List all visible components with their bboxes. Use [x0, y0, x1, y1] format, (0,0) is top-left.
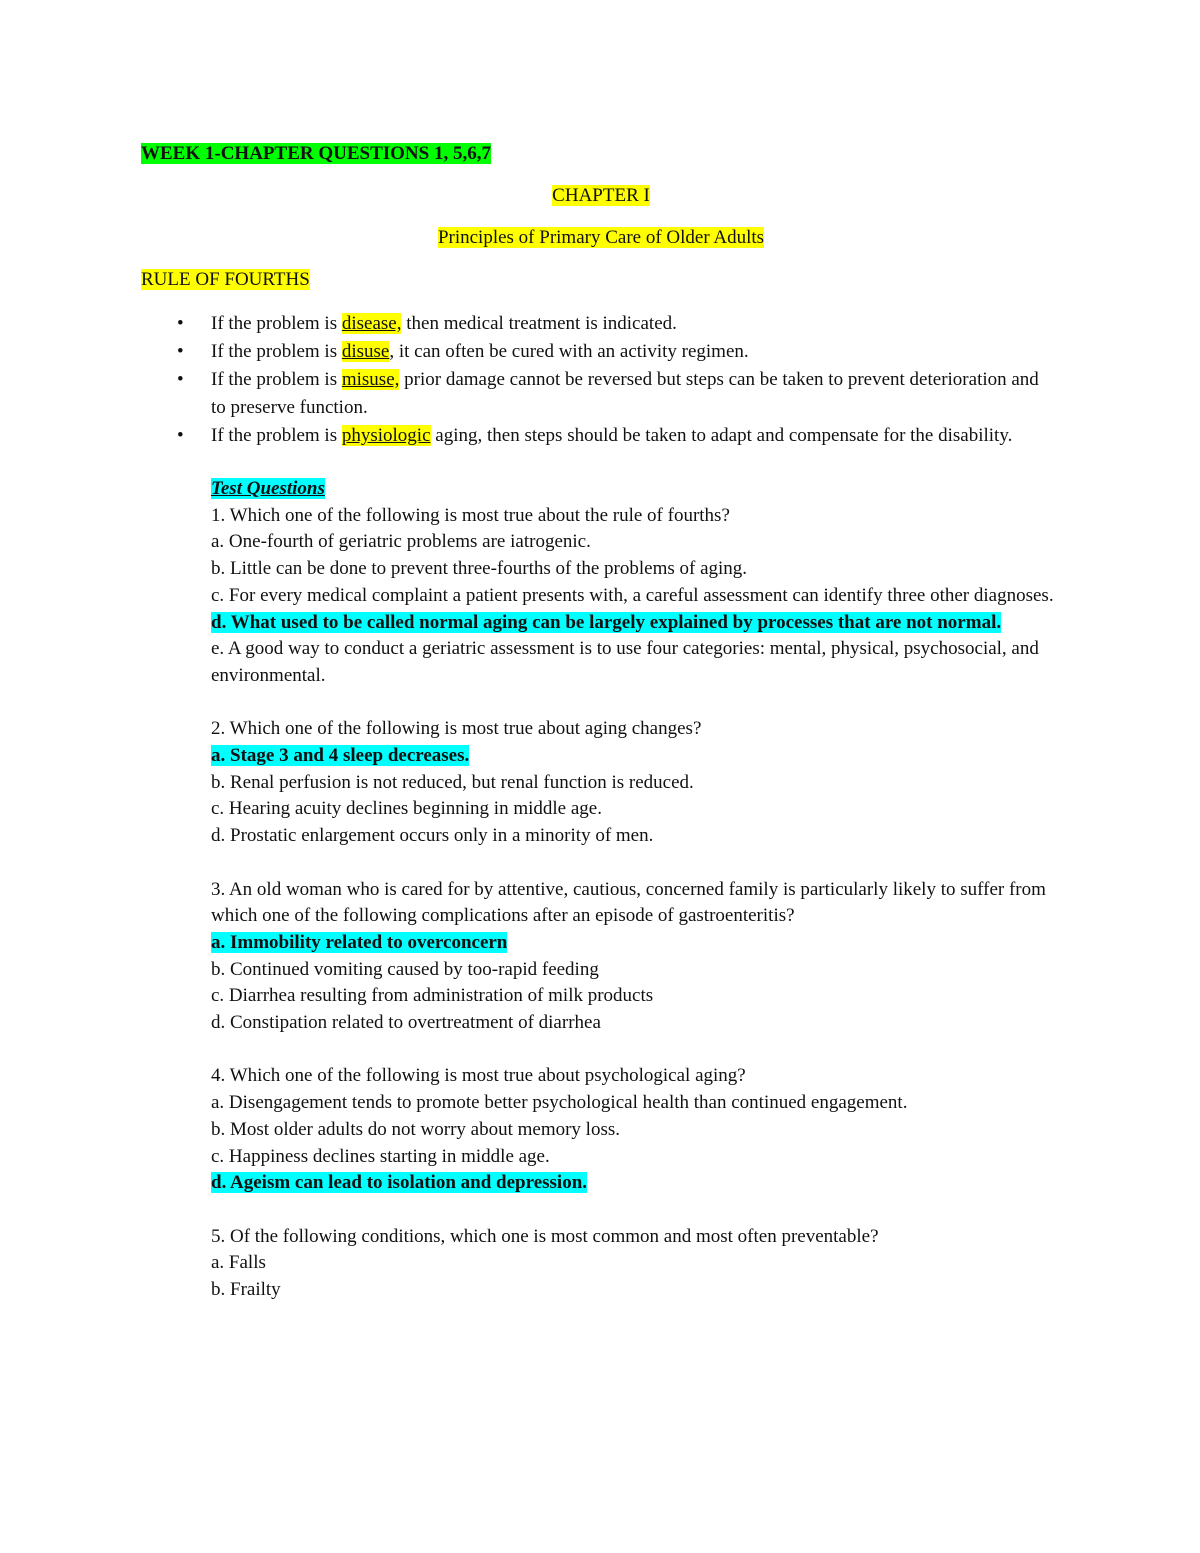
bullet-text: If the problem is [211, 341, 342, 362]
option-text: b. Most older adults do not worry about memory loss. [211, 1118, 620, 1140]
bullet-icon: • [177, 313, 184, 334]
bullet-icon: • [177, 341, 184, 362]
bullet-keyword: misuse, [341, 369, 400, 390]
answer-option [211, 1250, 1061, 1277]
option-text: d. Constipation related to overtreatment of diarrhea [211, 1012, 601, 1034]
bullet-text: aging, then steps should be taken to adapt and compensate for the disability. [430, 425, 1013, 446]
question [211, 1224, 1061, 1304]
bullet-text: prior damage cannot be reversed but steps can be taken to prevent deterioration and to preserve function. [211, 369, 1039, 418]
answer-option [211, 1144, 1061, 1171]
chapter-heading: CHAPTER I [552, 185, 650, 206]
answer-option [211, 983, 1061, 1010]
question-stem: 5. Of the following conditions, which one is most common and most often preventable? [211, 1225, 879, 1247]
option-text: d. Prostatic enlargement occurs only in a minority of men. [211, 825, 654, 847]
question-stem: 3. An old woman who is cared for by attentive, cautious, concerned family is particularly likely to suffer from which one of the following complications after an episode of gastroenteritis? [211, 878, 1046, 927]
answer-option [211, 1010, 1061, 1037]
answer-option [211, 1277, 1061, 1304]
list-item [177, 310, 1041, 338]
option-text: a. Stage 3 and 4 sleep decreases. [211, 745, 470, 767]
bullet-text: If the problem is [211, 369, 342, 390]
option-text: c. For every medical complaint a patient presents with, a careful assessment can identify three other diagnoses. [211, 584, 1054, 606]
document-page [141, 140, 1061, 1330]
correct-answer-option [211, 1170, 1061, 1197]
question-stem: 1. Which one of the following is most true about the rule of fourths? [211, 504, 730, 526]
answer-option [211, 583, 1061, 610]
answer-option [211, 823, 1061, 850]
list-item [177, 422, 1041, 450]
option-text: c. Hearing acuity declines beginning in middle age. [211, 798, 602, 820]
option-text: b. Renal perfusion is not reduced, but renal function is reduced. [211, 771, 694, 793]
answer-option [211, 529, 1061, 556]
option-text: e. A good way to conduct a geriatric assessment is to use four categories: mental, physical, psychosocial, and environmental. [211, 638, 1039, 686]
question [211, 877, 1061, 1037]
option-text: a. Disengagement tends to promote better psychological health than continued engagement. [211, 1092, 908, 1114]
bullet-keyword: disuse [341, 341, 390, 362]
week-title: WEEK 1-CHAPTER QUESTIONS 1, 5,6,7 [141, 143, 491, 164]
option-text: b. Frailty [211, 1279, 281, 1301]
option-text: a. Falls [211, 1252, 266, 1274]
option-text: a. Immobility related to overconcern [211, 931, 508, 953]
option-text: b. Continued vomiting caused by too-rapid feeding [211, 958, 599, 980]
chapter-title: Principles of Primary Care of Older Adults [437, 227, 765, 248]
option-text: b. Little can be done to prevent three-fourths of the problems of aging. [211, 558, 748, 580]
bullet-text: If the problem is [211, 425, 342, 446]
list-item [177, 338, 1041, 366]
question [211, 1063, 1061, 1197]
answer-option [211, 957, 1061, 984]
bullet-keyword: physiologic [341, 425, 431, 446]
answer-option [211, 796, 1061, 823]
bullet-text: then medical treatment is indicated. [401, 313, 677, 334]
correct-answer-option [211, 930, 1061, 957]
question [211, 716, 1061, 850]
question-stem: 4. Which one of the following is most true about psychological aging? [211, 1065, 746, 1087]
section-heading: RULE OF FOURTHS [141, 269, 310, 290]
list-item [177, 366, 1041, 422]
answer-option [211, 556, 1061, 583]
rule-of-fourths-list [141, 310, 1041, 450]
correct-answer-option [211, 610, 1061, 637]
bullet-keyword: disease, [341, 313, 402, 334]
answer-option [211, 1117, 1061, 1144]
option-text: d. Ageism can lead to isolation and depression. [211, 1172, 588, 1194]
test-questions [211, 476, 1061, 1304]
bullet-icon: • [177, 369, 184, 390]
option-text: a. One-fourth of geriatric problems are iatrogenic. [211, 531, 591, 553]
option-text: d. What used to be called normal aging can be largely explained by processes that are not normal. [211, 611, 1002, 633]
answer-option [211, 770, 1061, 797]
test-questions-heading: Test Questions [211, 478, 325, 499]
question [211, 503, 1061, 690]
option-text: c. Happiness declines starting in middle age. [211, 1145, 550, 1167]
bullet-text: If the problem is [211, 313, 342, 334]
correct-answer-option [211, 743, 1061, 770]
question-stem: 2. Which one of the following is most true about aging changes? [211, 718, 702, 740]
answer-option [211, 636, 1061, 689]
answer-option [211, 1090, 1061, 1117]
option-text: c. Diarrhea resulting from administration of milk products [211, 985, 654, 1007]
bullet-text: , it can often be cured with an activity regimen. [389, 341, 749, 362]
bullet-icon: • [177, 425, 184, 446]
